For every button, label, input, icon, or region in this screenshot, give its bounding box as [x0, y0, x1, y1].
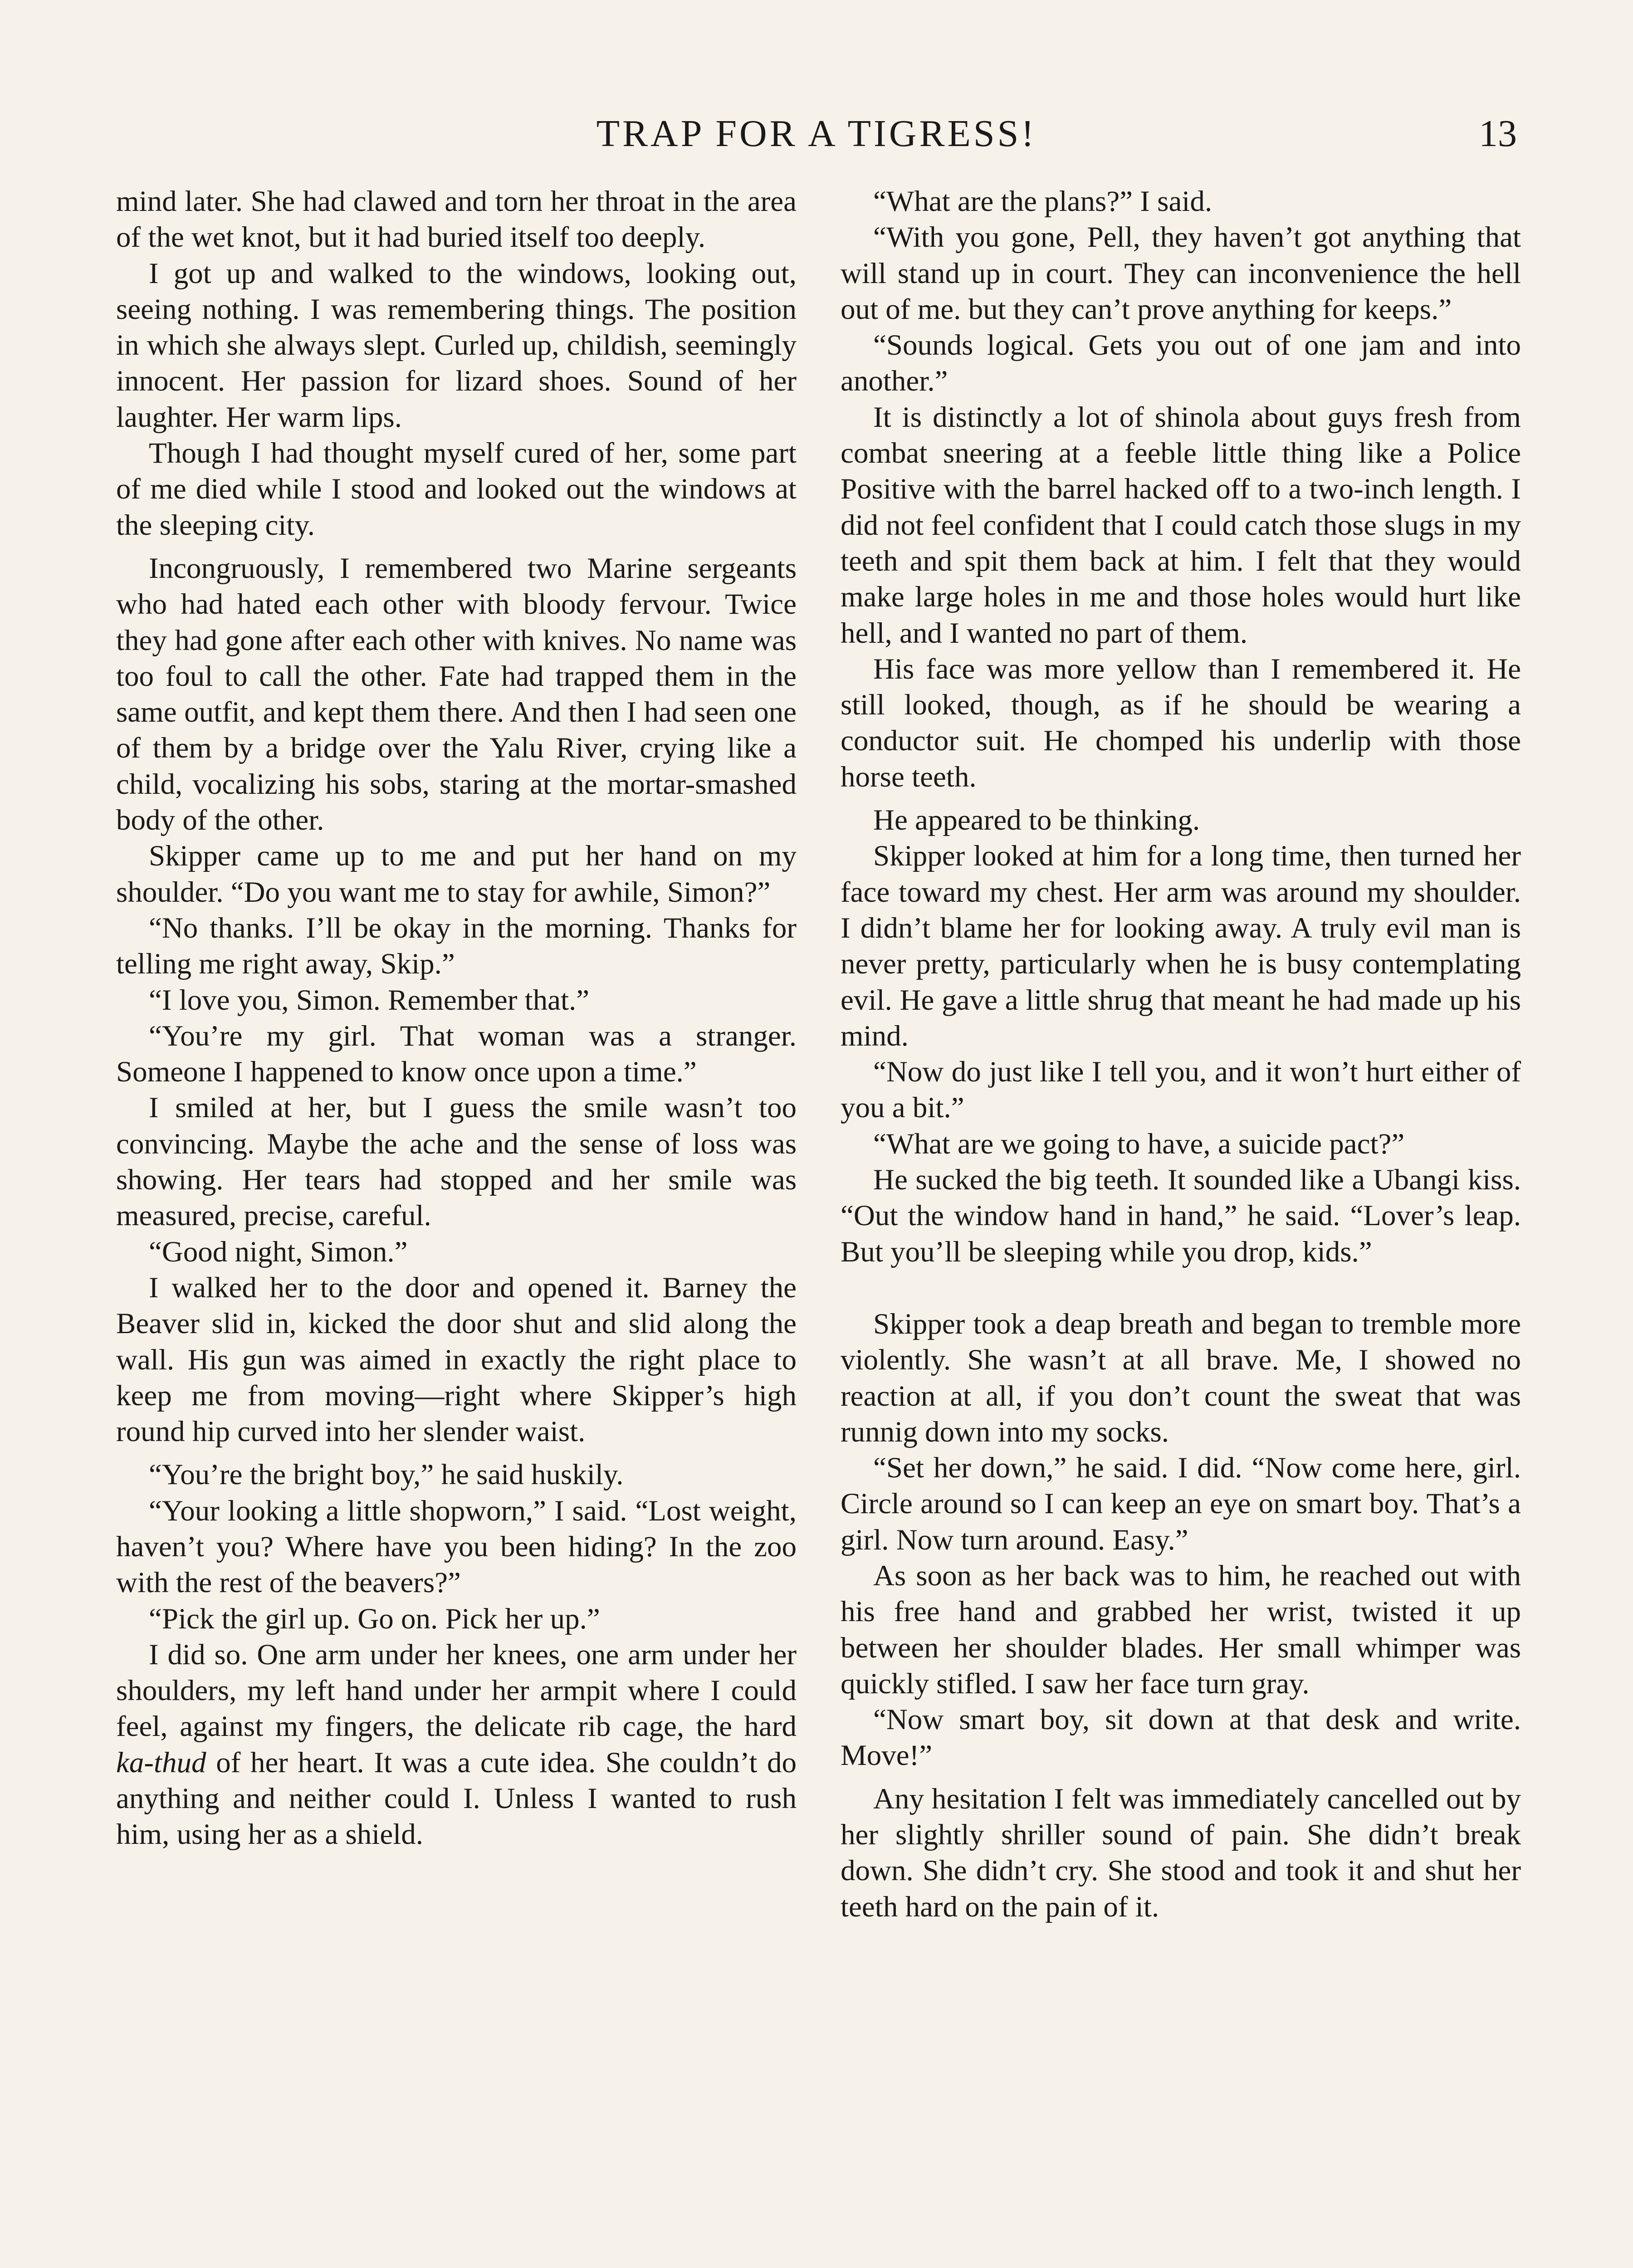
- paragraph: “Set her down,” he said. I did. “Now come here, girl. Circle around so I can keep an eye on smart boy. That’s a girl. Now turn around. Easy.”: [841, 1452, 1521, 1556]
- paragraph: “You’re the bright boy,” he said huskily.: [149, 1458, 624, 1491]
- paragraph: “Your looking a little shopworn,” I said. “Lost weight, haven’t you? Where have you been hiding? In the zoo with the rest of the beavers?”: [116, 1494, 797, 1599]
- paragraph: Incongruously, I remembered two Marine sergeants who had hated each other with bloody fervour. Twice they had gone after each other with knives. No name was too foul to call the other. Fate had trapped them in the same outfit, and kept them there. And then I had seen one of them by a bridge over the Yalu River, crying like a child, vocalizing his sobs, staring at the mortar-smashed body of the other.: [116, 552, 797, 837]
- page-number: 13: [1479, 112, 1517, 155]
- paragraph: “What are the plans?” I said.: [873, 185, 1213, 218]
- paragraph: “What are we going to have, a suicide pact?”: [873, 1127, 1405, 1160]
- paragraph-with-italic: [116, 1637, 797, 1853]
- paragraph: “I love you, Simon. Remember that.”: [149, 983, 590, 1017]
- paragraph: “Good night, Simon.”: [149, 1235, 408, 1268]
- paragraph: I got up and walked to the windows, looking out, seeing nothing. I was remembering things. The position in which she always slept. Curled up, childish, seemingly innocent. Her passion for lizard shoes. Sound of her laughter. Her warm lips.: [116, 257, 797, 434]
- paragraph: “Pick the girl up. Go on. Pick her up.”: [149, 1602, 600, 1635]
- paragraph: Any hesitation I felt was immediately cancelled out by her slightly shriller sound of pain. She didn’t break down. She didn’t cry. She stood and took it and shut her teeth hard on the pain of it.: [841, 1782, 1521, 1923]
- paragraph: “No thanks. I’ll be okay in the morning. Thanks for telling me right away, Skip.”: [116, 911, 797, 981]
- paragraph: Skipper came up to me and put her hand on my shoulder. “Do you want me to stay for awhile, Simon?”: [116, 840, 797, 909]
- paragraph: Skipper looked at him for a long time, then turned her face toward my chest. Her arm was around my shoulder. I didn’t blame her for looking away. A truly evil man is never pretty, particularly when he is busy contemplating evil. He gave a little shrug that meant he had made up his mind.: [841, 840, 1521, 1052]
- right-column: [841, 184, 1521, 1925]
- paragraph: Though I had thought myself cured of her, some part of me died while I stood and looked out the windows at the sleeping city.: [116, 437, 797, 542]
- paragraph: “You’re my girl. That woman was a stranger. Someone I happened to know once upon a time.”: [116, 1019, 797, 1089]
- paragraph: mind later. She had clawed and torn her throat in the area of the wet knot, but it had buried itself too deeply.: [116, 185, 797, 254]
- running-head: [116, 109, 1517, 159]
- paragraph: His face was more yellow than I remembered it. He still looked, though, as if he should be wearing a conductor suit. He chomped his underlip with those horse teeth.: [841, 652, 1521, 793]
- paragraph: “Now do just like I tell you, and it won’t hurt either of you a bit.”: [841, 1056, 1521, 1124]
- paragraph: “Sounds logical. Gets you out of one jam and into another.”: [841, 329, 1521, 398]
- paragraph: It is distinctly a lot of shinola about guys fresh from combat sneering at a feeble little thing like a Police Positive with the barrel hacked off to a two-inch length. I did not feel confident that I could catch those slugs in my teeth and spit them back at him. I felt that they would make large holes in me and those holes would hurt like hell, and I wanted no part of them.: [841, 401, 1521, 650]
- paragraph: As soon as her back was to him, he reached out with his free hand and grabbed her wrist, twisted it up between her shoulder blades. Her small whimper was quickly stifled. I saw her face turn gray.: [841, 1559, 1521, 1700]
- paragraph: I smiled at her, but I guess the smile wasn’t too convincing. Maybe the ache and the sense of loss was showing. Her tears had stopped and her smile was measured, precise, careful.: [116, 1091, 797, 1232]
- running-title: TRAP FOR A TIGRESS!: [596, 112, 1037, 155]
- paragraph: “With you gone, Pell, they haven’t got anything that will stand up in court. They can inconvenience the hell out of me. but they can’t prove anything for keeps.”: [841, 221, 1521, 326]
- text-run: of her heart. It was a cute idea. She couldn’t do anything and neither could I. Unless I wanted to rush him, using her as a shield.: [116, 1746, 797, 1851]
- paragraph: Skipper took a deap breath and began to tremble more violently. She wasn’t at all brave. Me, I showed no reaction at all, if you don’t count the sweat that was runnig down into my socks.: [841, 1307, 1521, 1448]
- paragraph: “Now smart boy, sit down at that desk and write. Move!”: [841, 1703, 1521, 1772]
- left-column: [116, 184, 797, 1853]
- italic-text: ka-thud: [116, 1746, 206, 1779]
- paragraph: I walked her to the door and opened it. Barney the Beaver slid in, kicked the door shut and slid along the wall. His gun was aimed in exactly the right place to keep me from moving—right where Skipper’s high round hip curved into her slender waist.: [116, 1271, 797, 1448]
- paragraph: He sucked the big teeth. It sounded like a Ubangi kiss. “Out the window hand in hand,” he said. “Lover’s leap. But you’ll be sleeping while you drop, kids.”: [841, 1163, 1521, 1268]
- paragraph: He appeared to be thinking.: [873, 804, 1200, 837]
- text-run: I did so. One arm under her knees, one arm under her shoulders, my left hand under her armpit where I could feel, against my fingers, the delicate rib cage, the hard: [116, 1638, 797, 1743]
